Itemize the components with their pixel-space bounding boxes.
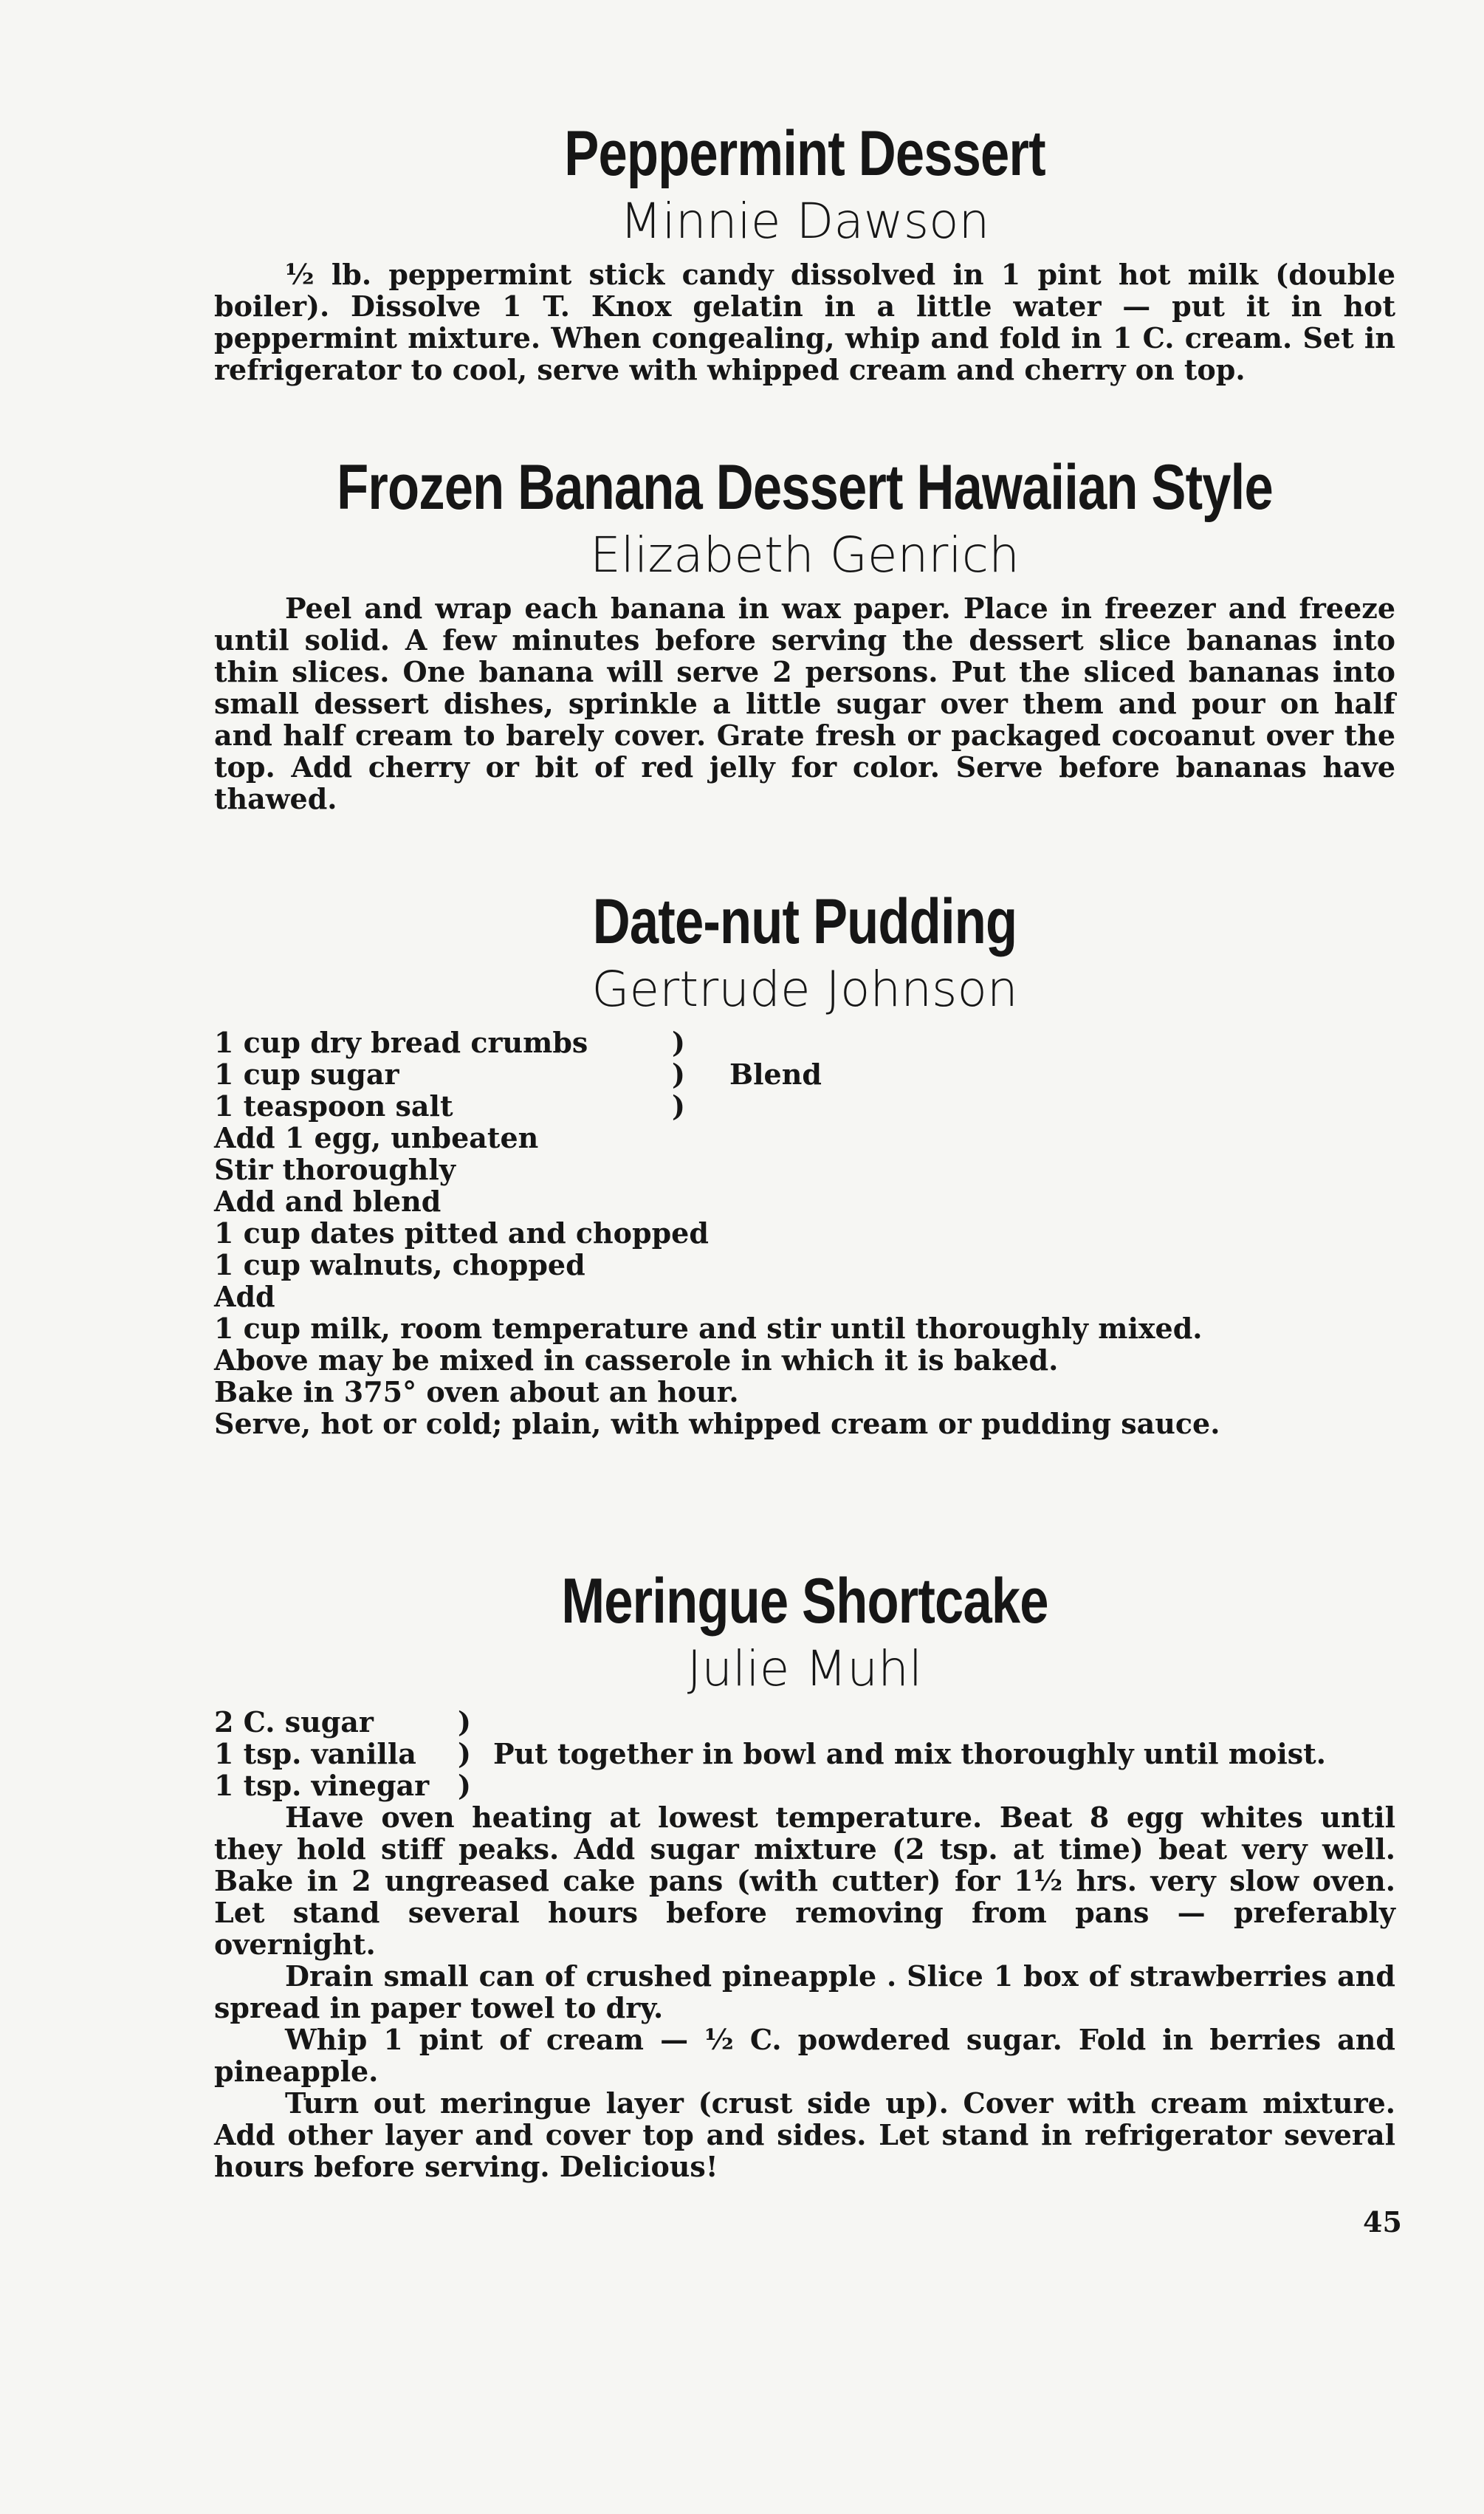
recipe-paragraph: Turn out meringue layer (crust side up). Cover with cream mixture. Add other layer and cover top and sides. Let stand in refrigerator several hours before serving. Delicious! (214, 2086, 1395, 2183)
recipe-paragraph: Have oven heating at lowest temperature. Beat 8 egg whites until they hold stiff peaks. Add sugar mixture (2 tsp. at time) beat very well. Bake in 2 ungreased cake pans (with cutter) for 1½ hrs. very slow oven. Let stand several hours before removing from pans — preferably overnight. (214, 1801, 1395, 1961)
recipe-body: ½ lb. peppermint stick candy dissolved in 1 pint hot milk (double boiler). Dissolve 1 T. Knox gelatin in a little water — put it in hot peppermint mixture. When congealing, whip and fold in 1 C. cream. Set in refrigerator to cool, serve with whipped cream and cherry on top. (214, 258, 1395, 386)
instruction-line: Serve, hot or cold; plain, with whipped cream or pudding sauce. (214, 1407, 1220, 1440)
instruction-line: Above may be mixed in casserole in which it is baked. (214, 1343, 1059, 1377)
recipe-author: Gertrude Johnson (591, 961, 1018, 1018)
instruction-line: Stir thoroughly (214, 1153, 456, 1186)
recipe-date-nut-pudding (214, 886, 1395, 1439)
recipe-title: Peppermint Dessert (564, 118, 1045, 189)
ingredient-line: 1 cup sugar (214, 1058, 399, 1091)
recipe-title: Frozen Banana Dessert Hawaiian Style (337, 452, 1273, 523)
ingredient-group (214, 1706, 1395, 1801)
instruction-line: 1 cup walnuts, chopped (214, 1248, 585, 1281)
bracket: ) ) ) (458, 1705, 471, 1802)
recipe-paragraph: Whip 1 pint of cream — ½ C. powdered sugar. Fold in berries and pineapple. (214, 2023, 1395, 2088)
recipe-author: Julie Muhl (687, 1640, 923, 1697)
instruction-line: Add and blend (214, 1185, 442, 1218)
group-label: Put together in bowl and mix thoroughly until moist. (492, 1737, 1326, 1770)
ingredient-line: 1 cup dry bread crumbs (214, 1026, 588, 1059)
ingredient-line: 1 teaspoon salt (214, 1089, 453, 1123)
instruction-line: Bake in 375° oven about an hour. (214, 1375, 739, 1408)
recipe-body: Peel and wrap each banana in wax paper. Place in freezer and freeze until solid. A few minutes before serving the dessert slice bananas into thin slices. One banana will serve 2 persons. Put the sliced bananas into small dessert dishes, sprinkle a little sugar over them and pour on half and half cream to barely cover. Grate fresh or packaged cocoanut over the top. Add cherry or bit of red jelly for color. Serve before bananas have thawed. (214, 592, 1395, 815)
ingredient-group (214, 1027, 1395, 1122)
instruction-line: Add (214, 1280, 275, 1313)
recipe-title: Date-nut Pudding (592, 886, 1017, 957)
group-label: Blend (729, 1058, 822, 1091)
instruction-line: 1 cup dates pitted and chopped (214, 1216, 709, 1250)
recipe-frozen-banana-dessert (214, 452, 1395, 815)
recipe-title: Meringue Shortcake (561, 1566, 1048, 1637)
instruction-line: 1 cup milk, room temperature and stir until thoroughly mixed. (214, 1312, 1203, 1345)
recipe-meringue-shortcake (214, 1566, 1395, 2182)
recipe-peppermint-dessert (214, 118, 1395, 386)
bracket: ) ) ) (672, 1026, 685, 1123)
ingredient-line: 1 tsp. vinegar (214, 1769, 430, 1802)
ingredient-line: 1 tsp. vanilla (214, 1737, 416, 1770)
ingredient-line: 2 C. sugar (214, 1705, 374, 1739)
recipe-author: Elizabeth Genrich (590, 527, 1020, 583)
page-number: 45 (1363, 2205, 1402, 2239)
instruction-line: Add 1 egg, unbeaten (214, 1121, 539, 1154)
recipe-author: Minnie Dawson (619, 193, 990, 250)
recipe-paragraph: Drain small can of crushed pineapple . Slice 1 box of strawberries and spread in paper towel to dry. (214, 1959, 1395, 2024)
